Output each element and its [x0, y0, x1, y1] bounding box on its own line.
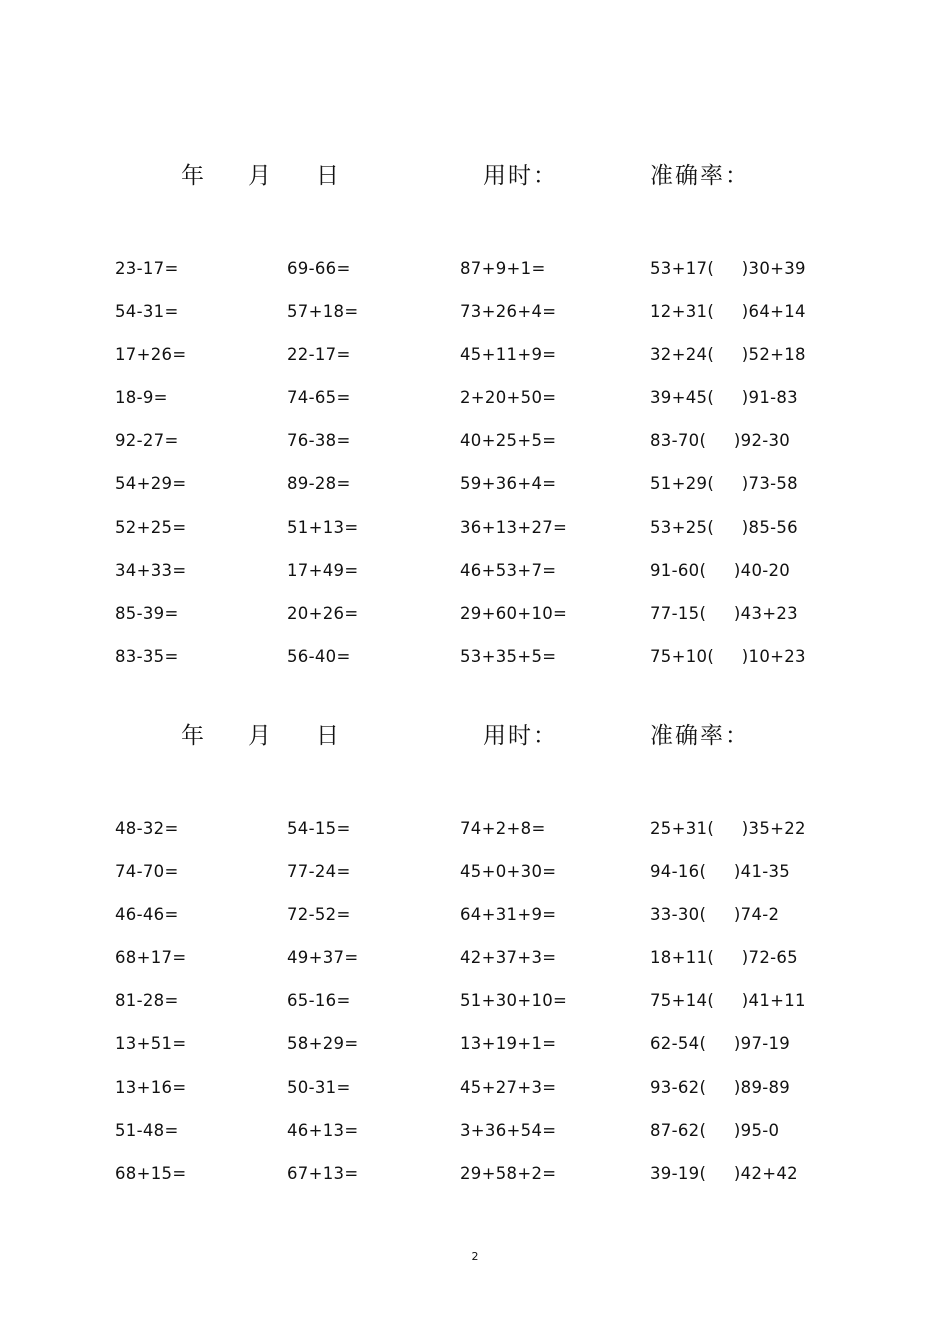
problem: 72-52=: [287, 905, 351, 925]
problem: 42+37+3=: [460, 948, 557, 968]
year-label: 年: [181, 723, 206, 749]
problem: 51+30+10=: [460, 991, 568, 1011]
problem: 74+2+8=: [460, 819, 546, 838]
problem: 85-39=: [115, 603, 179, 623]
problem-row: [0, 344, 950, 387]
day-label: 日: [316, 723, 341, 749]
comparison-problem: 33-30( )74-2: [650, 905, 780, 925]
problem: 81-28=: [115, 991, 179, 1011]
problem: 69-66=: [287, 259, 351, 278]
problem: 46-46=: [115, 905, 179, 925]
problem-row: [0, 1163, 950, 1206]
problem: 68+15=: [115, 1163, 187, 1183]
section-1-problems: [0, 258, 950, 689]
problem: 51-48=: [115, 1120, 179, 1140]
problem: 52+25=: [115, 517, 187, 537]
problem: 67+13=: [287, 1163, 359, 1183]
comparison-problem: 87-62( )95-0: [650, 1120, 780, 1140]
problem: 51+13=: [287, 517, 359, 537]
problem: 49+37=: [287, 948, 359, 968]
problem: 76-38=: [287, 431, 351, 451]
accuracy-label: 准确率：: [650, 723, 750, 749]
comparison-problem: 83-70( )92-30: [650, 431, 791, 451]
comparison-problem: 51+29( )73-58: [650, 474, 798, 494]
problem: 17+49=: [287, 560, 359, 580]
comparison-problem: 53+25( )85-56: [650, 517, 798, 537]
problem-row: [0, 301, 950, 344]
comparison-problem: 94-16( )41-35: [650, 862, 791, 882]
problem: 13+19+1=: [460, 1034, 557, 1054]
problem-row: [0, 560, 950, 603]
problem: 53+35+5=: [460, 646, 557, 666]
comparison-problem: 53+17( )30+39: [650, 259, 806, 278]
problem: 56-40=: [287, 646, 351, 666]
comparison-problem: 32+24( )52+18: [650, 345, 806, 365]
problem: 13+51=: [115, 1034, 187, 1054]
problem-row: [0, 430, 950, 473]
page-number: 2: [471, 1250, 479, 1263]
problem: 68+17=: [115, 948, 187, 968]
problem: 50-31=: [287, 1077, 351, 1097]
problem: 54-15=: [287, 819, 351, 838]
comparison-problem: 25+31( )35+22: [650, 819, 806, 838]
problem: 45+11+9=: [460, 345, 557, 365]
month-label: 月: [248, 163, 273, 189]
problem: 45+0+30=: [460, 862, 557, 882]
comparison-problem: 18+11( )72-65: [650, 948, 798, 968]
problem: 83-35=: [115, 646, 179, 666]
problem: 64+31+9=: [460, 905, 557, 925]
problem: 87+9+1=: [460, 259, 546, 278]
problem: 34+33=: [115, 560, 187, 580]
comparison-problem: 75+10( )10+23: [650, 646, 806, 666]
problem-row: [0, 473, 950, 516]
problem: 29+60+10=: [460, 603, 568, 623]
problem: 36+13+27=: [460, 517, 568, 537]
comparison-problem: 75+14( )41+11: [650, 991, 806, 1011]
problem: 22-17=: [287, 345, 351, 365]
time-used-label: 用时：: [483, 723, 558, 749]
problem-row: [0, 904, 950, 947]
accuracy-label: 准确率：: [650, 163, 750, 189]
comparison-problem: 12+31( )64+14: [650, 302, 806, 322]
problem: 2+20+50=: [460, 388, 557, 408]
comparison-problem: 39+45( )91-83: [650, 388, 798, 408]
month-label: 月: [248, 723, 273, 749]
problem: 46+53+7=: [460, 560, 557, 580]
problem: 13+16=: [115, 1077, 187, 1097]
problem-row: [0, 1077, 950, 1120]
problem: 46+13=: [287, 1120, 359, 1140]
problem: 48-32=: [115, 819, 179, 838]
problem: 73+26+4=: [460, 302, 557, 322]
problem: 17+26=: [115, 345, 187, 365]
problem: 65-16=: [287, 991, 351, 1011]
problem: 58+29=: [287, 1034, 359, 1054]
comparison-problem: 93-62( )89-89: [650, 1077, 791, 1097]
problem-row: [0, 1120, 950, 1163]
problem: 92-27=: [115, 431, 179, 451]
problem-row: [0, 1033, 950, 1076]
section-1-header: [0, 156, 950, 196]
day-label: 日: [316, 163, 341, 189]
problem-row: [0, 258, 950, 301]
problem: 57+18=: [287, 302, 359, 322]
problem: 45+27+3=: [460, 1077, 557, 1097]
comparison-problem: 39-19( )42+42: [650, 1163, 798, 1183]
problem: 40+25+5=: [460, 431, 557, 451]
problem: 20+26=: [287, 603, 359, 623]
section-2-problems: [0, 818, 950, 1206]
problem: 89-28=: [287, 474, 351, 494]
section-2-header: [0, 716, 950, 756]
problem: 54-31=: [115, 302, 179, 322]
problem: 59+36+4=: [460, 474, 557, 494]
problem-row: [0, 646, 950, 689]
time-used-label: 用时：: [483, 163, 558, 189]
problem: 54+29=: [115, 474, 187, 494]
problem-row: [0, 603, 950, 646]
comparison-problem: 91-60( )40-20: [650, 560, 791, 580]
problem-row: [0, 990, 950, 1033]
comparison-problem: 77-15( )43+23: [650, 603, 798, 623]
comparison-problem: 62-54( )97-19: [650, 1034, 791, 1054]
problem: 77-24=: [287, 862, 351, 882]
problem-row: [0, 387, 950, 430]
problem-row: [0, 947, 950, 990]
problem: 18-9=: [115, 388, 168, 408]
problem: 74-65=: [287, 388, 351, 408]
problem: 74-70=: [115, 862, 179, 882]
problem: 29+58+2=: [460, 1163, 557, 1183]
year-label: 年: [181, 163, 206, 189]
problem: 23-17=: [115, 259, 179, 278]
problem: 3+36+54=: [460, 1120, 557, 1140]
problem-row: [0, 818, 950, 861]
problem-row: [0, 861, 950, 904]
problem-row: [0, 517, 950, 560]
